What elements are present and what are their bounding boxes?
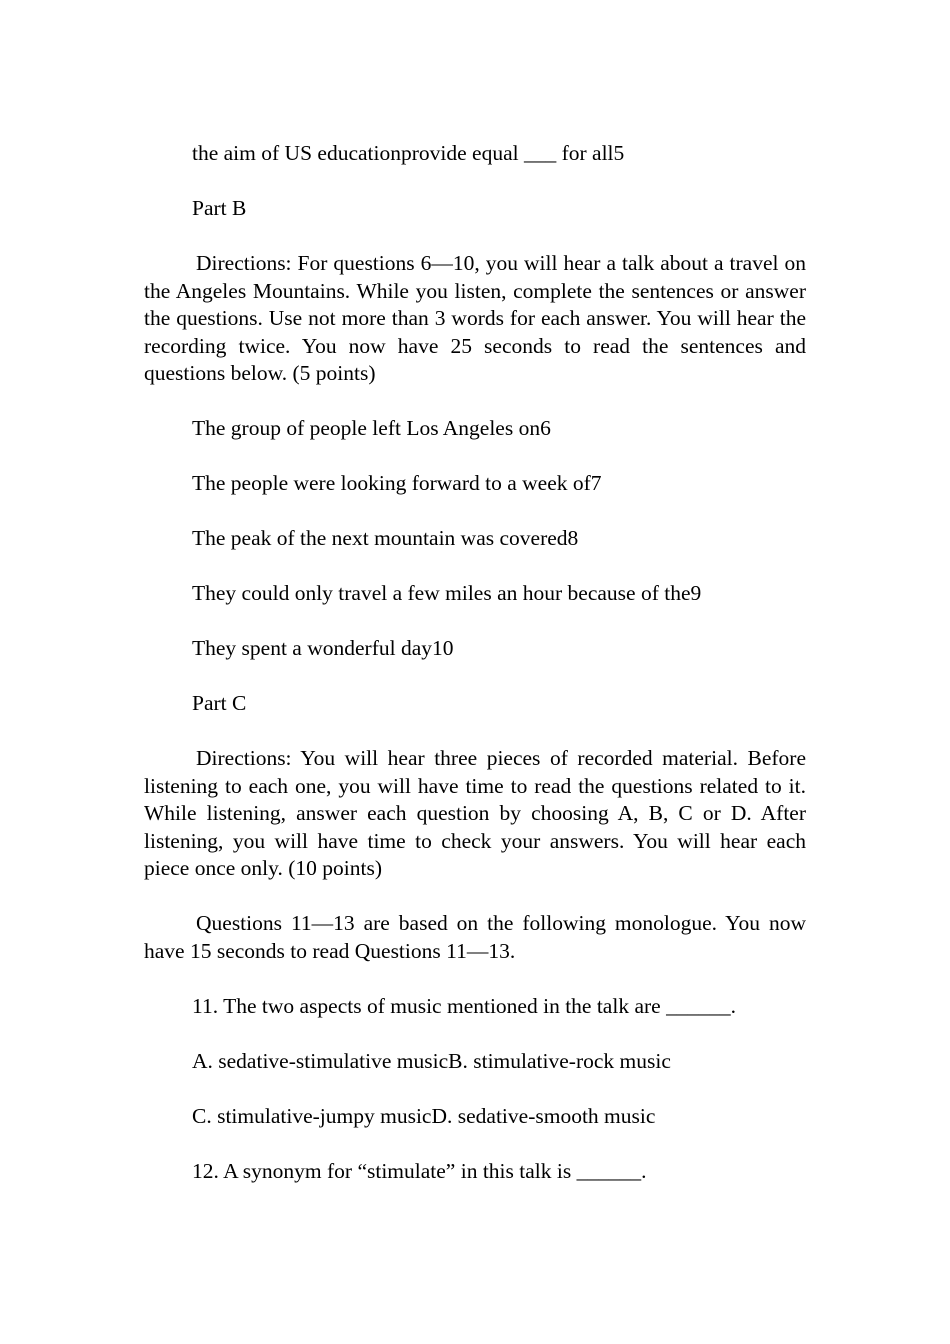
part-c-directions: Directions: You will hear three pieces of recorded material. Before listening to each one, you will have time to read the questions related to it. While listening, answer each question by choosing A, B, C or D. After listening, you will have time to check your answers. You will hear each piece once only. (10 points) — [144, 746, 806, 880]
question-12: 12. A synonym for “stimulate” in this talk is ______. — [192, 1158, 647, 1183]
part-b-item-10: They spent a wonderful day10 — [192, 636, 454, 660]
part-b-item-9: They could only travel a few miles an hour because of the9 — [192, 581, 702, 605]
part-b-item-8: The peak of the next mountain was covered8 — [192, 526, 579, 550]
question-11: 11. The two aspects of music mentioned in the talk are ______. — [192, 993, 736, 1018]
part-b-item-6: The group of people left Los Angeles on6 — [192, 416, 551, 440]
part-b-directions: Directions: For questions 6—10, you will hear a talk about a travel on the Angeles Mountains. While you listen, complete the sentences or answer the questions. Use not more than 3 words for each answer. You will hear the recording twice. You now have 25 seconds to read the sentences and questions below. (5 points) — [144, 251, 806, 385]
part-b-heading: Part B — [192, 196, 247, 220]
document-page — [144, 140, 806, 1213]
question-11-options-ab: A. sedative-stimulative musicB. stimulative-rock music — [192, 1048, 671, 1073]
part-c-heading: Part C — [192, 691, 247, 715]
part-b-item-7: The people were looking forward to a week of7 — [192, 471, 602, 495]
questions-intro: Questions 11—13 are based on the following monologue. You now have 15 seconds to read Questions 11—13. — [144, 911, 806, 963]
aim-line: the aim of US educationprovide equal ___ for all5 — [192, 141, 625, 165]
question-11-options-cd: C. stimulative-jumpy musicD. sedative-smooth music — [192, 1103, 656, 1128]
